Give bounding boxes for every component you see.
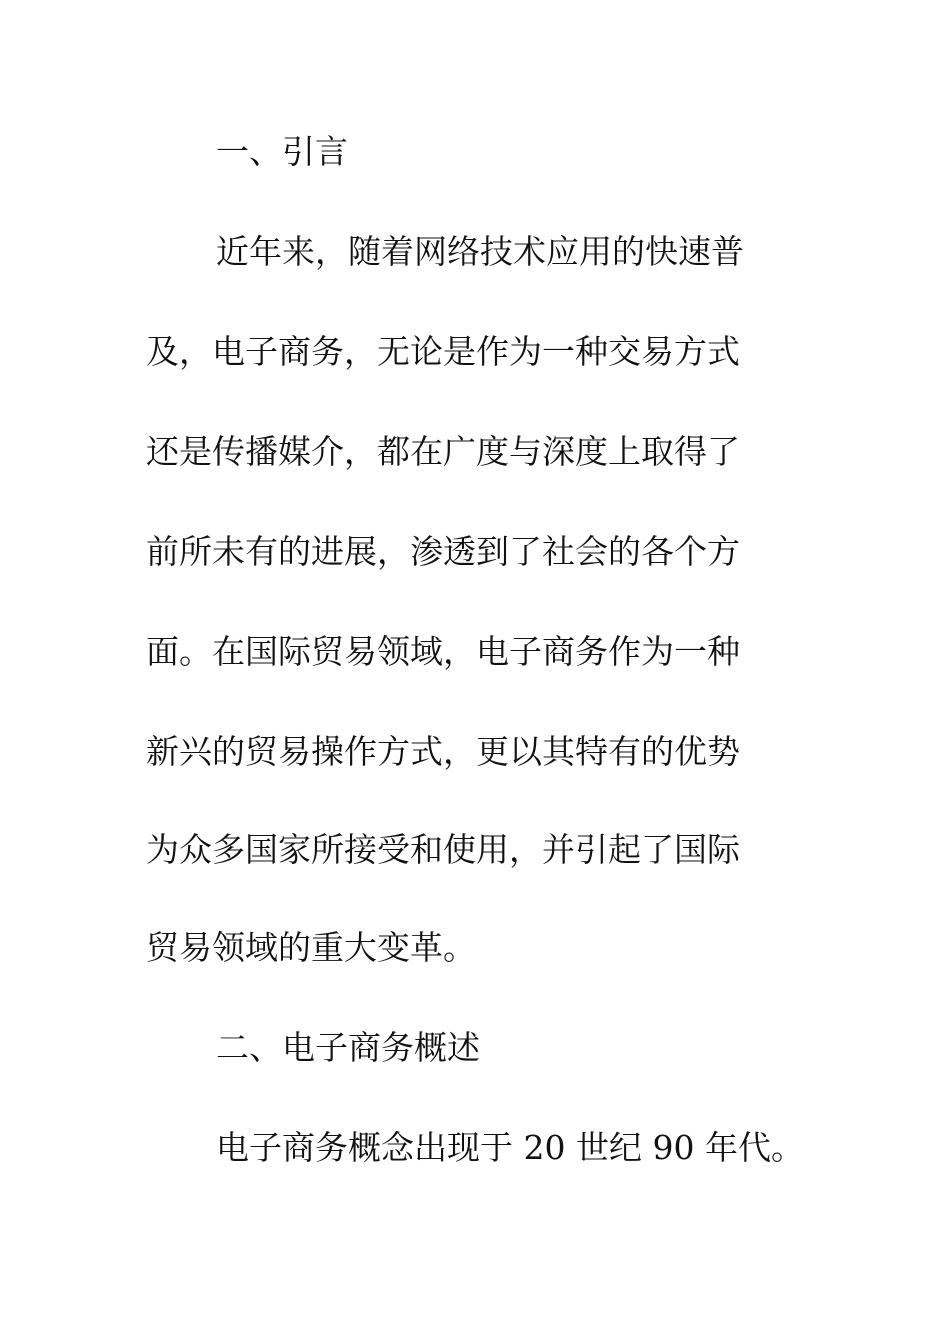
paragraph-line: 新兴的贸易操作方式，更以其特有的优势 [146, 732, 740, 771]
paragraph-line: 还是传播媒介，都在广度与深度上取得了 [146, 432, 740, 471]
paragraph-line: 电子商务概念出现于 20 世纪 90 年代。 [216, 1128, 804, 1167]
paragraph-line: 及，电子商务，无论是作为一种交易方式 [146, 332, 740, 371]
section-heading-ecommerce-overview: 二、电子商务概述 [216, 1028, 480, 1067]
paragraph-line: 面。在国际贸易领域，电子商务作为一种 [146, 632, 740, 671]
paragraph-line: 为众多国家所接受和使用，并引起了国际 [146, 830, 740, 869]
paragraph-line: 前所未有的进展，渗透到了社会的各个方 [146, 532, 740, 571]
paragraph-line: 贸易领域的重大变革。 [146, 928, 476, 967]
paragraph-line: 近年来，随着网络技术应用的快速普 [216, 232, 744, 271]
section-heading-introduction: 一、引言 [216, 132, 348, 171]
